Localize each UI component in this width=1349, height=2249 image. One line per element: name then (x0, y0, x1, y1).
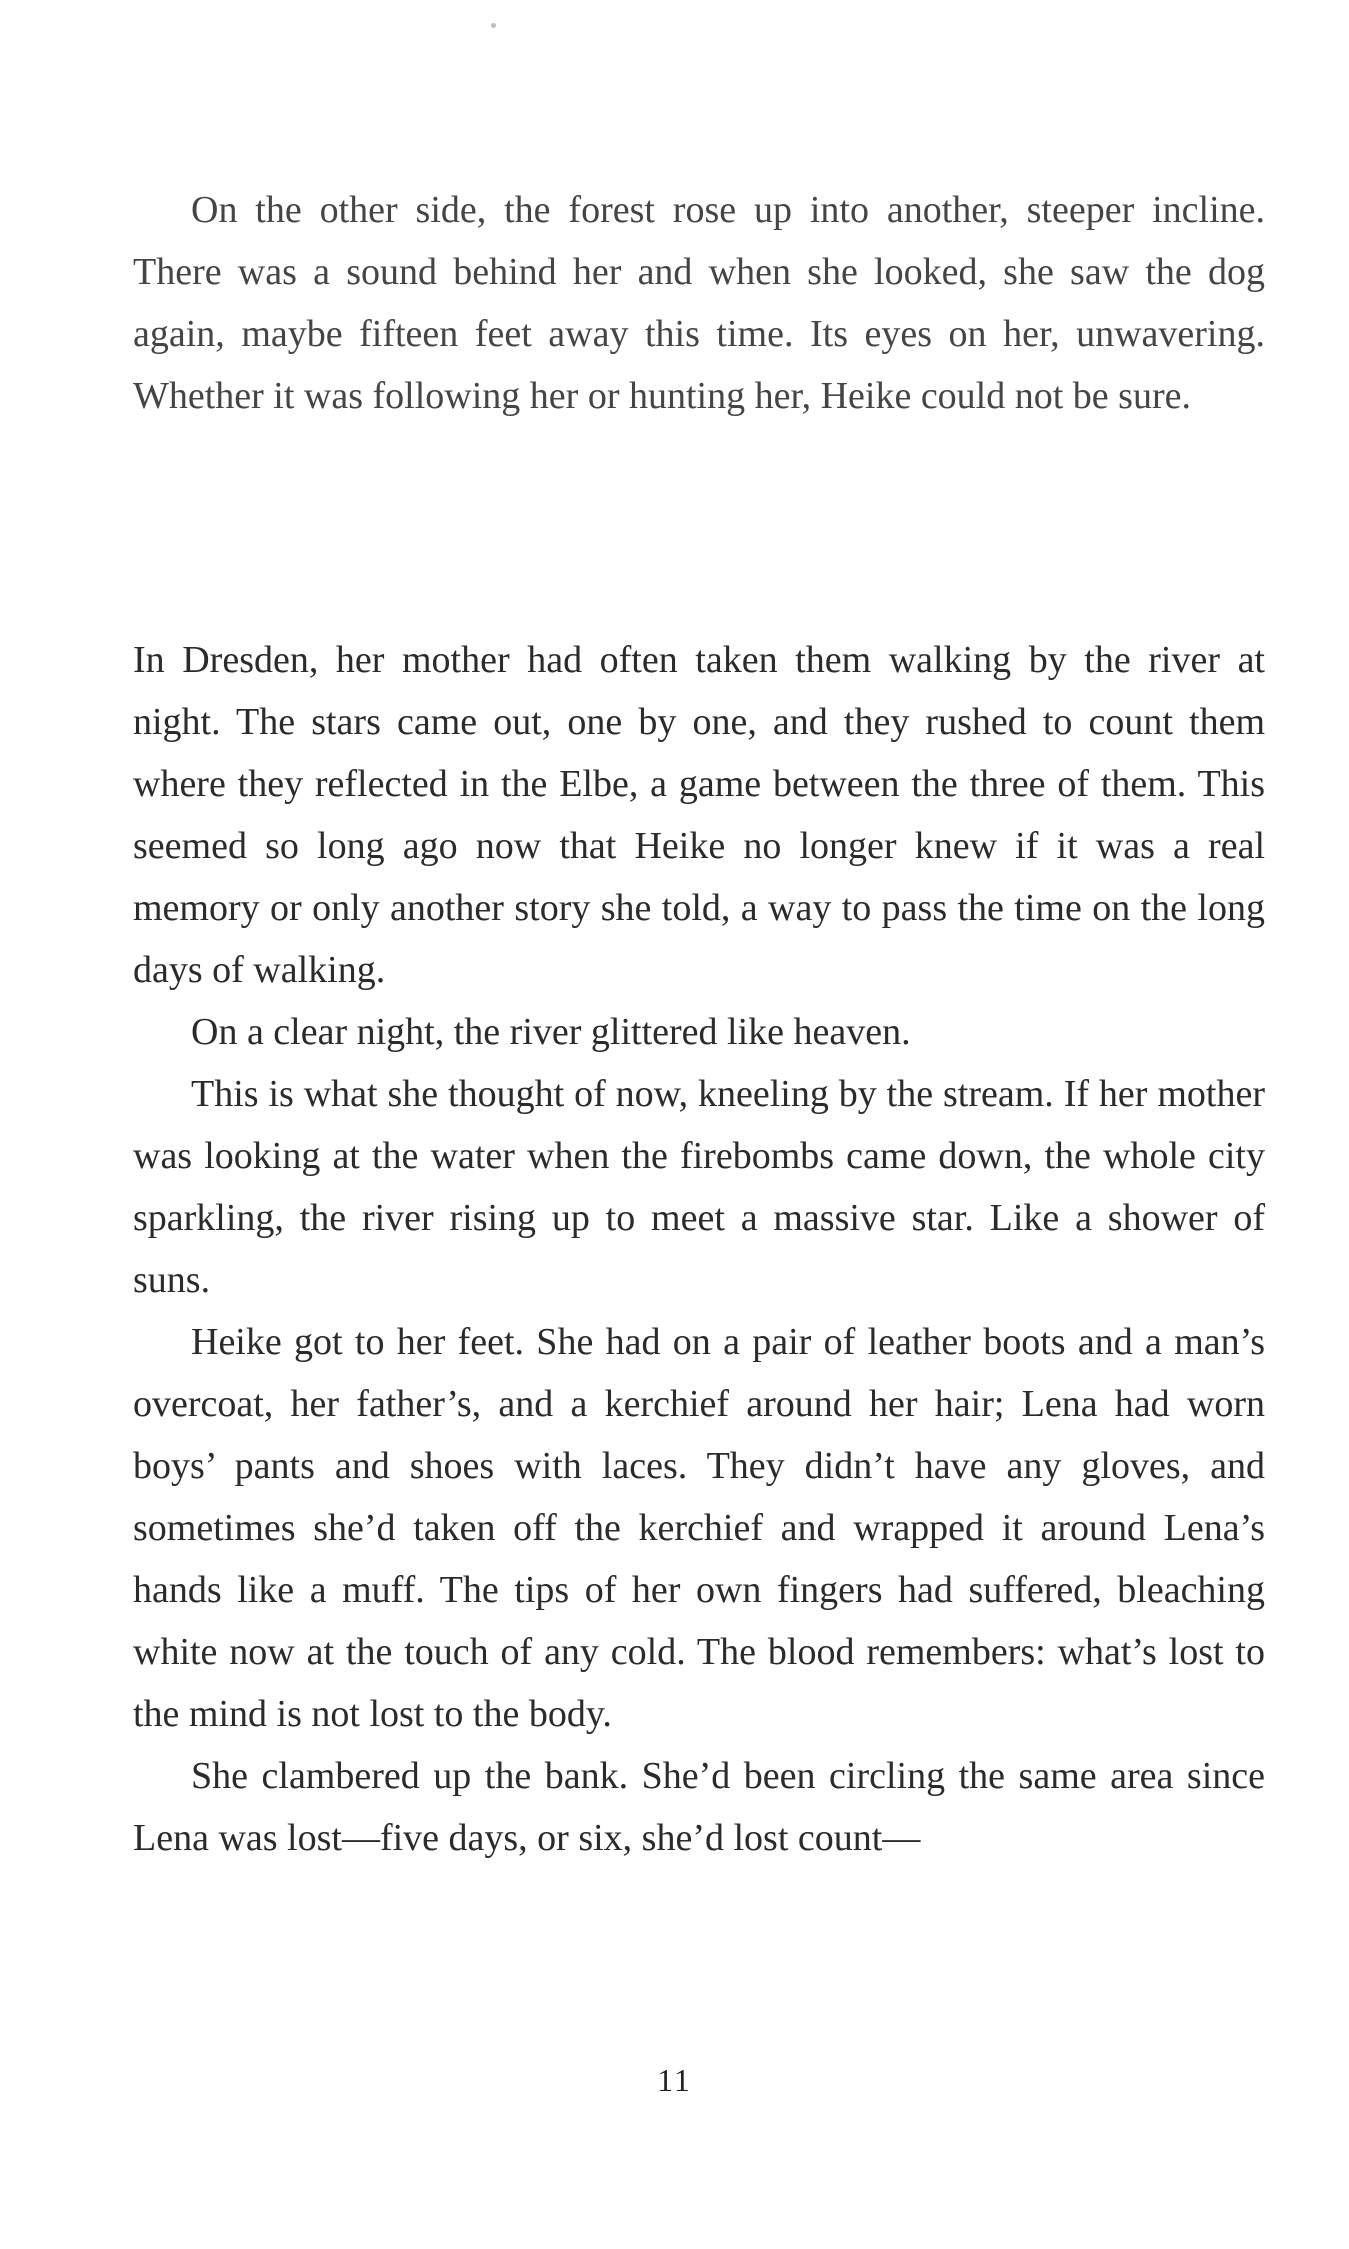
paragraph: This is what she thought of now, kneeling by the stream. If her mother was looking at the water when the firebombs came down, the whole city sparkling, the river rising up to meet a massive star. Like a shower of suns. (133, 1073, 1265, 1301)
section-one (133, 179, 1265, 427)
paragraph: She clambered up the bank. She’d been circling the same area since Lena was lost—five days, or six, she’d lost count— (133, 1755, 1265, 1859)
paragraph: On a clear night, the river glittered like heaven. (191, 1011, 911, 1053)
page-number: 11 (657, 2062, 692, 2098)
paragraph: On the other side, the forest rose up into another, steeper incline. There was a sound behind her and when she looked, she saw the dog again, maybe fifteen feet away this time. Its eyes on her, unwavering. Whether it was following her or hunting her, Heike could not be sure. (133, 189, 1265, 417)
paragraph: In Dresden, her mother had often taken them walking by the river at night. The stars came out, one by one, and they rushed to count them where they reflected in the Elbe, a game between the three of them. This seemed so long ago now that Heike no longer knew if it was a real memory or only another story she told, a way to pass the time on the long days of walking. (133, 639, 1265, 991)
paragraph: Heike got to her feet. She had on a pair of leather boots and a man’s overcoat, her father’s, and a kerchief around her hair; Lena had worn boys’ pants and shoes with laces. They didn’t have any gloves, and sometimes she’d taken off the kerchief and wrapped it around Lena’s hands like a muff. The tips of her own fingers had suffered, bleaching white now at the touch of any cold. The blood remembers: what’s lost to the mind is not lost to the body. (133, 1321, 1265, 1735)
section-two (133, 629, 1265, 1869)
top-speck (491, 23, 496, 28)
